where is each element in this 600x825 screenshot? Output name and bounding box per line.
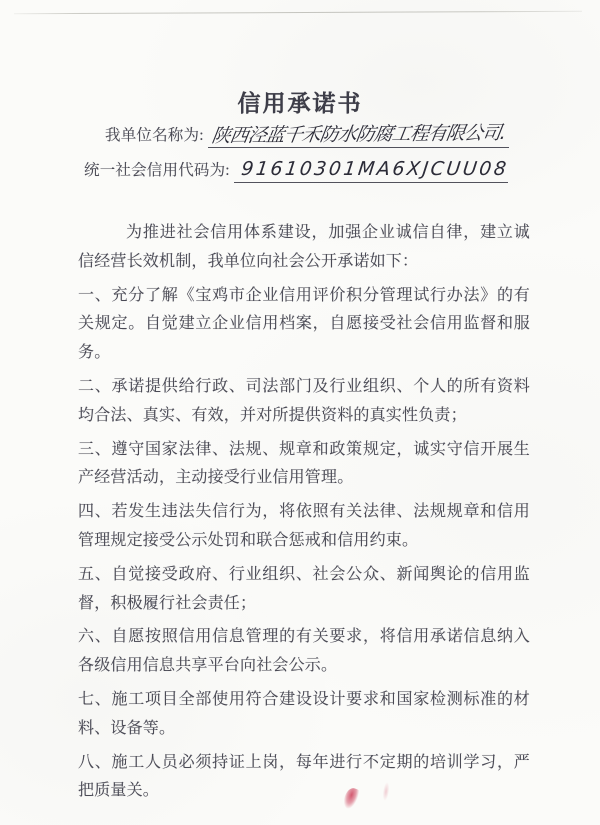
commitment-item-6: 六、自愿按照信用信息管理的有关要求，将信用承诺信息纳入各级信用信息共享平台向社会公示。 (78, 628, 530, 675)
commitment-item-2: 二、承诺提供给行政、司法部门及行业组织、个人的所有资料均合法、真实、有效，并对所提供资料的真实性负责； (78, 377, 530, 424)
company-name-row (105, 120, 509, 148)
commitment-item-1: 一、充分了解《宝鸡市企业信用评价积分管理试行办法》的有关规定。自觉建立企业信用档案，自愿接受社会信用监督和服务。 (78, 286, 530, 362)
commitment-item-4: 四、若发生违法失信行为，将依照有关法律、法规规章和信用管理规定接受公示处罚和联合惩戒和信用约束。 (78, 503, 530, 549)
commitment-item-8: 八、施工人员必须持证上岗，每年进行不定期的培训学习，严把质量关。 (78, 753, 530, 800)
document-body (78, 219, 530, 811)
company-name-handwritten-value: 陕西泾蓝千禾防水防腐工程有限公司. (209, 121, 507, 148)
commitment-item-5: 五、自觉接受政府、行业组织、社会公众、新闻舆论的信用监督，积极履行社会责任； (78, 565, 530, 612)
credit-code-label: 统一社会信用代码为: (84, 162, 230, 179)
document-title: 信用承诺书 (237, 91, 363, 116)
commitment-item-7: 七、施工项目全部使用符合建设设计要求和国家检测标准的材料、设备等。 (78, 690, 530, 737)
company-name-underline (208, 119, 509, 148)
commitment-item-3: 三、遵守国家法律、法规、规章和政策规定，诚实守信开展生产经营活动，主动接受行业信用管理。 (78, 440, 530, 487)
company-name-label: 我单位名称为: (105, 127, 204, 144)
credit-code-underline (234, 154, 508, 183)
credit-code-row (84, 155, 508, 183)
scan-paper-edge-artifact (14, 11, 582, 15)
intro-paragraph: 为推进社会信用体系建设，加强企业诚信自律，建立诚信经营长效机制，我单位向社会公开承诺如下： (78, 224, 530, 270)
credit-code-handwritten-value: 91610301MA6XJCUU08 (239, 158, 510, 180)
